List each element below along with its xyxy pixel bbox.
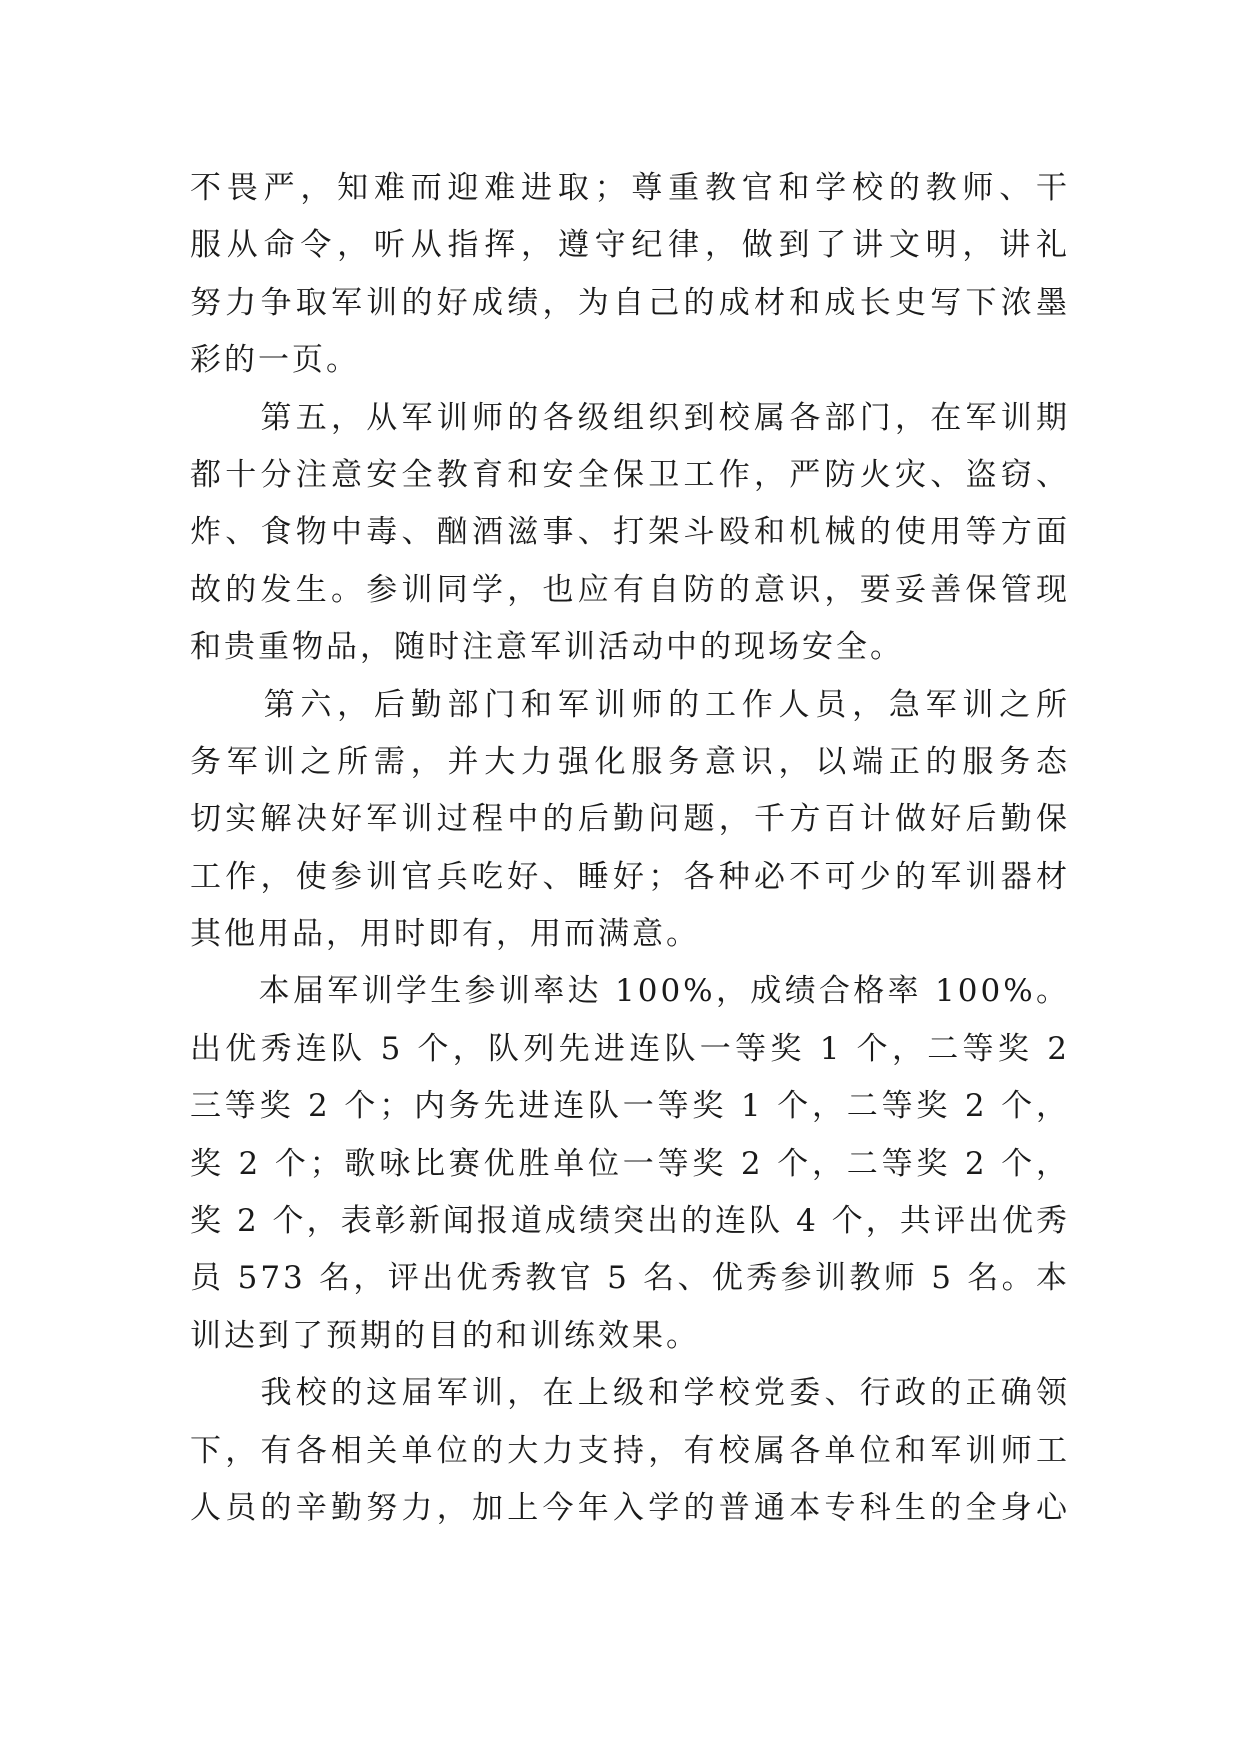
text-line: 不畏严，知难而迎难进取；尊重教官和学校的教师、干	[190, 170, 1070, 206]
text-line: 奖 2 个；歌咏比赛优胜单位一等奖 2 个，二等奖 2 个，	[190, 1145, 1070, 1182]
text-line: 努力争取军训的好成绩，为自己的成材和成长史写下浓墨	[190, 284, 1070, 321]
text-line: 故的发生。参训同学，也应有自防的意识，要妥善保管现	[190, 571, 1070, 608]
text-line: 出优秀连队 5 个，队列先进连队一等奖 1 个，二等奖 2	[190, 1030, 1070, 1067]
text-line: 第五，从军训师的各级组织到校属各部门，在军训期	[260, 399, 1070, 436]
text-line: 下，有各相关单位的大力支持，有校属各单位和军训师工	[190, 1432, 1070, 1469]
text-line: 人员的辛勤努力，加上今年入学的普通本专科生的全身心	[190, 1489, 1070, 1526]
text-line: 其他用品，用时即有，用而满意。	[190, 916, 700, 953]
text-line: 切实解决好军训过程中的后勤问题，千方百计做好后勤保	[190, 801, 1070, 838]
text-line: 训达到了预期的目的和训练效果。	[190, 1317, 700, 1354]
text-line: 我校的这届军训，在上级和学校党委、行政的正确领	[260, 1375, 1070, 1412]
text-line: 炸、食物中毒、酗酒滋事、打架斗殴和机械的使用等方面	[190, 514, 1070, 551]
text-line: 工作，使参训官兵吃好、睡好；各种必不可少的军训器材	[190, 858, 1070, 895]
text-line: 服从命令，听从指挥，遵守纪律，做到了讲文明，讲礼	[190, 227, 1070, 264]
body-text	[190, 160, 1070, 1537]
text-line: 和贵重物品，随时注意军训活动中的现场安全。	[190, 629, 904, 666]
text-line: 彩的一页。	[190, 342, 360, 379]
text-line: 奖 2 个，表彰新闻报道成绩突出的连队 4 个，共评出优秀	[190, 1203, 1070, 1240]
text-line: 第六，后勤部门和军训师的工作人员，急军训之所	[263, 686, 1070, 723]
text-line: 员 573 名，评出优秀教官 5 名、优秀参训教师 5 名。本	[190, 1260, 1070, 1297]
text-line: 都十分注意安全教育和安全保卫工作，严防火灾、盗窃、	[190, 456, 1070, 493]
text-line: 本届军训学生参训率达 100%，成绩合格率 100%。	[258, 973, 1070, 1010]
text-line: 三等奖 2 个；内务先进连队一等奖 1 个，二等奖 2 个，	[190, 1088, 1070, 1125]
text-line: 务军训之所需，并大力强化服务意识，以端正的服务态	[190, 743, 1070, 780]
